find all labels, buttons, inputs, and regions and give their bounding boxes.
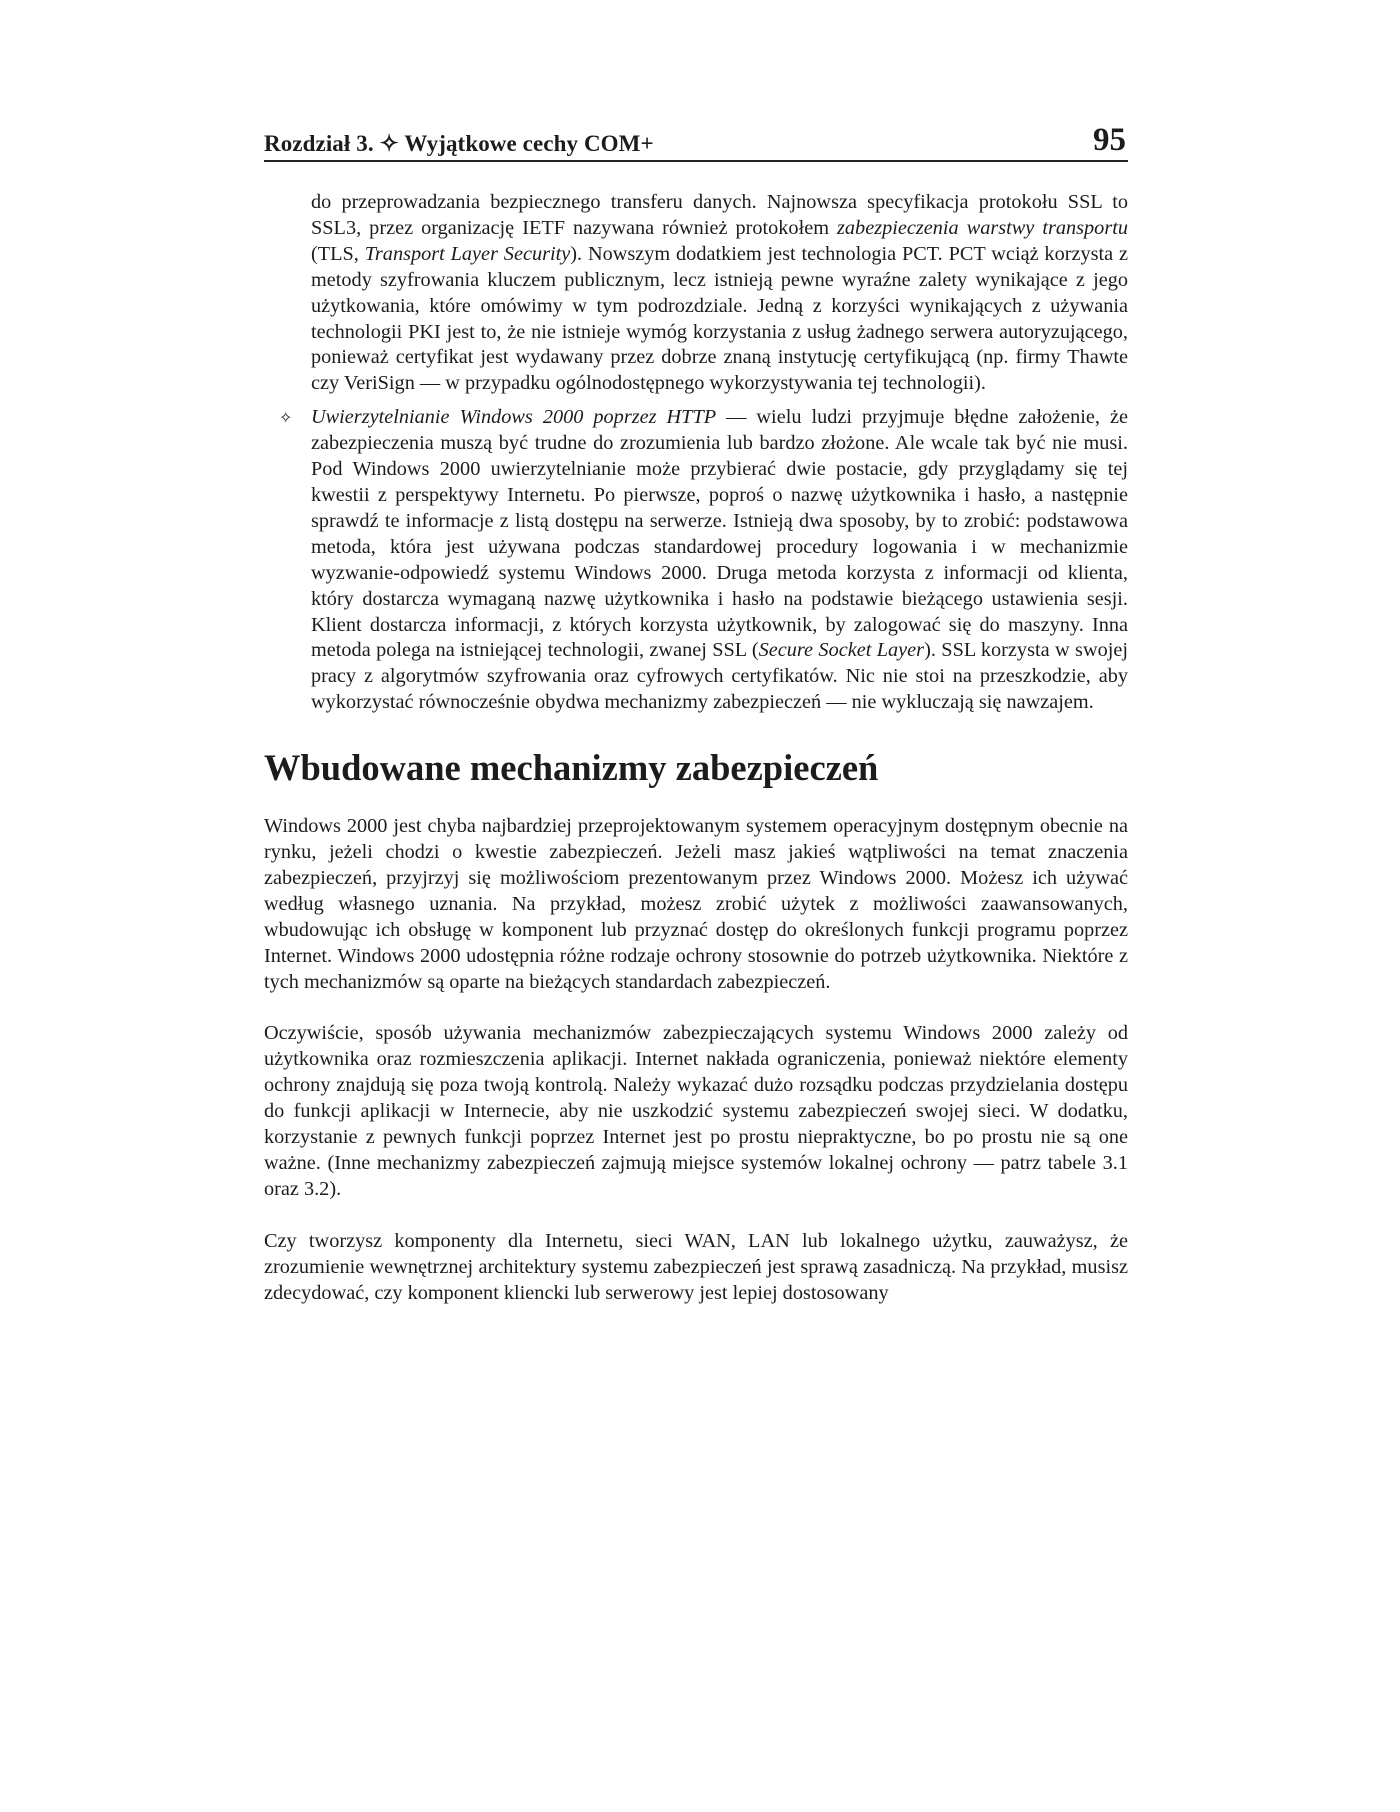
- text-run: ). SSL korzysta w swojej pracy z algorytmów szyfrowania oraz cyfrowych certyfikatów. Nic nie stoi na przeszkodzie, aby wykorzystać równocześnie obydwa mechanizmy zabezpieczeń — nie wykluczają się nawzajem.: [311, 639, 1128, 714]
- running-header: [264, 122, 1128, 162]
- section-heading: Wbudowane mechanizmy zabezpieczeń: [264, 747, 879, 789]
- intro-continuation-paragraph: [264, 190, 1128, 397]
- page-body: [264, 190, 1128, 1307]
- chapter-title: Rozdział 3. ✧ Wyjątkowe cechy COM+: [264, 131, 654, 156]
- text-run: — wielu ludzi przyjmuje błędne założenie, że zabezpieczenia muszą być trudne do zrozumienia lub bardzo złożone. Ale wcale tak być nie musi. Pod Windows 2000 uwierzytelnianie może przybierać dwie postacie, gdy przyglądamy się tej kwestii z perspektywy Internetu. Po pierwsze, poproś o nazwę użytkownika i hasło, a następnie sprawdź te informacje z listą dostępu na serwerze. Istnieją dwa sposoby, by to zrobić: podstawowa metoda, która jest używana podczas standardowej procedury logowania i w mechanizmie wyzwanie-odpowiedź systemu Windows 2000. Druga metoda korzysta z informacji od klienta, który dostarcza wymaganą nazwę użytkownika i hasło na podstawie bieżącego ustawienia sesji. Klient dostarcza informacji, z których korzysta użytkownik, by zalogować się do maszyny. Inna metoda polega na istniejącej technologii, zwanej SSL (: [311, 406, 1128, 662]
- emphasis-term: zabezpieczenia warstwy transportu: [837, 216, 1128, 239]
- bullet-list-item: [264, 405, 1128, 716]
- body-paragraph: Oczywiście, sposób używania mechanizmów zabezpieczających systemu Windows 2000 zależy od użytkownika oraz rozmieszczenia aplikacji. Internet nakłada ograniczenia, ponieważ niektóre elementy ochrony znajdują się poza twoją kontrolą. Należy wykazać dużo rozsądku podczas przydzielania dostępu do funkcji aplikacji w Internecie, aby nie uszkodzić systemu zabezpieczeń swojej sieci. W dodatku, korzystanie z pewnych funkcji poprzez Internet jest po prostu niepraktyczne, bo po prostu nie są one ważne. (Inne mechanizmy zabezpieczeń zajmują miejsce systemów lokalnej ochrony — patrz tabele 3.1 oraz 3.2).: [264, 1022, 1128, 1200]
- bullet-term: Uwierzytelnianie Windows 2000 poprzez HTTP: [311, 406, 717, 429]
- text-run: ). Nowszym dodatkiem jest technologia PCT. PCT wciąż korzysta z metody szyfrowania kluczem publicznym, lecz istnieją pewne wyraźne zalety wynikające z jego użytkowania, które omówimy w tym podrozdziale. Jedną z korzyści wynikających z używania technologii PKI jest to, że nie istnieje wymóg korzystania z usług żadnego serwera autoryzującego, ponieważ certyfikat jest wydawany przez dobrze znaną instytucję certyfikującą (np. firmy Thawte czy VeriSign — w przypadku ogólnodostępnego wykorzystywania tej technologii).: [311, 242, 1128, 395]
- text-run: do przeprowadzania bezpiecznego transferu danych. Najnowsza specyfikacja protokołu SSL to SSL3, przez organizację IETF nazywana również protokołem: [311, 191, 1128, 239]
- body-paragraph: Czy tworzysz komponenty dla Internetu, sieci WAN, LAN lub lokalnego użytku, zauważysz, że zrozumienie wewnętrznej architektury systemu zabezpieczeń jest sprawą zasadniczą. Na przykład, musisz zdecydować, czy komponent kliencki lub serwerowy jest lepiej dostosowany: [264, 1229, 1128, 1304]
- page-number: 95: [1093, 122, 1126, 158]
- bullet-paragraph: [311, 405, 1128, 716]
- text-run: (TLS,: [311, 242, 365, 265]
- emphasis-term: Secure Socket Layer: [758, 639, 925, 662]
- body-paragraph: Windows 2000 jest chyba najbardziej przeprojektowanym systemem operacyjnym dostępnym obecnie na rynku, jeżeli chodzi o kwestie zabezpieczeń. Jeżeli masz jakieś wątpliwości na temat znaczenia zabezpieczeń, przyjrzyj się możliwościom prezentowanym przez Windows 2000. Możesz ich używać według własnego uznania. Na przykład, możesz zrobić użytek z możliwości zaawansowanych, wbudowując ich obsługę w komponent lub przyznać dostęp do określonych funkcji programu poprzez Internet. Windows 2000 udostępnia różne rodzaje ochrony stosownie do potrzeb użytkownika. Niektóre z tych mechanizmów są oparte na bieżących standardach zabezpieczeń.: [264, 815, 1128, 993]
- emphasis-term: Transport Layer Security: [364, 242, 571, 265]
- diamond-bullet-icon: ✧: [279, 408, 293, 428]
